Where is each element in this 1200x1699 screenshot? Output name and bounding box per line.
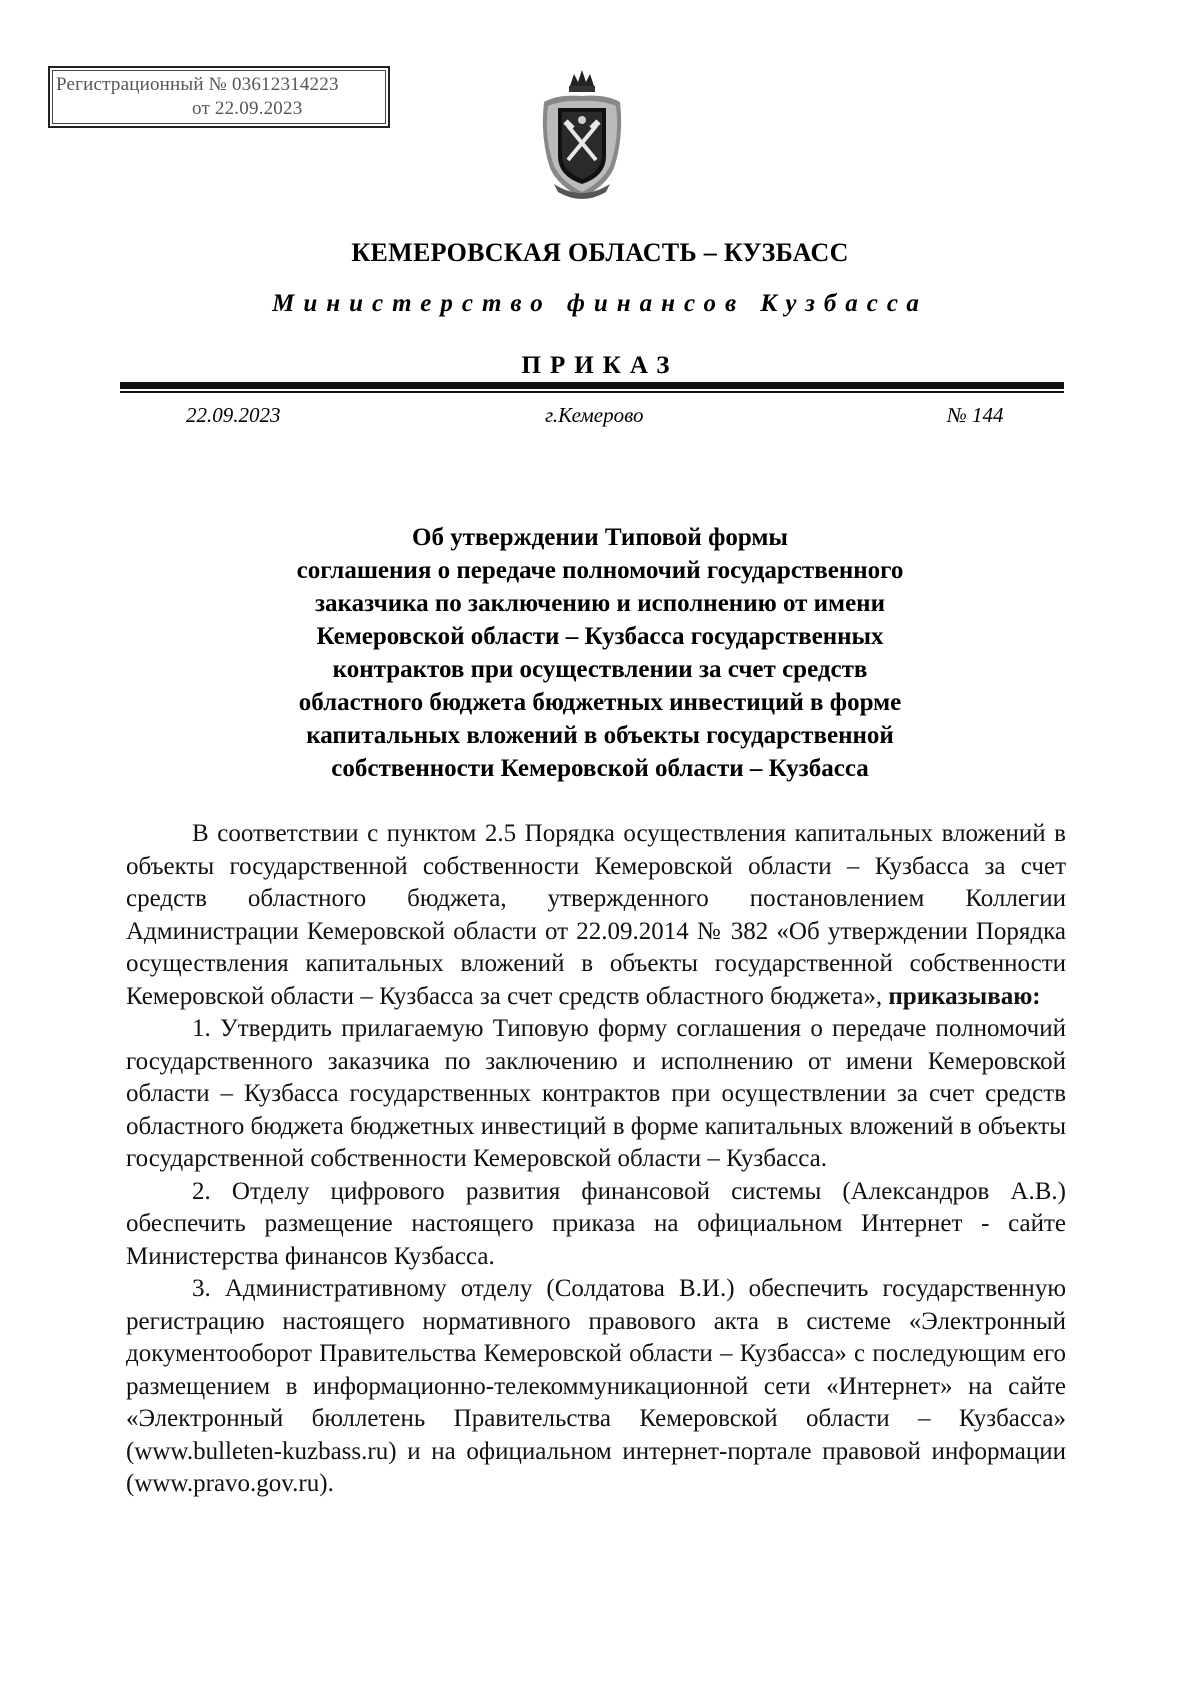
ministry-heading: Министерство финансов Кузбасса	[272, 290, 928, 317]
registration-number: Регистрационный № 03612314223	[56, 74, 339, 95]
title-line: соглашения о передаче полномочий государственного	[296, 557, 904, 584]
header-rule-thin	[120, 391, 1064, 393]
region-heading: КЕМЕРОВСКАЯ ОБЛАСТЬ – КУЗБАСС	[351, 238, 849, 267]
order-city: г.Кемерово	[545, 403, 644, 427]
document-title	[180, 521, 1020, 785]
title-line: капитальных вложений в объекты государственной	[306, 722, 894, 749]
title-line: областного бюджета бюджетных инвестиций в форме	[298, 689, 902, 716]
order-date: 22.09.2023	[186, 403, 281, 427]
item-1-paragraph: 1. Утвердить прилагаемую Типовую форму соглашения о передаче полномочий государственного заказчика по заключению и исполнению от имени Кемеровской области – Кузбасса государственных контрактов при осуществлении за счет средств областного бюджета бюджетных инвестиций в форме капитальных вложений в объекты государственной собственности Кемеровской области – Кузбасса.	[126, 1015, 1066, 1172]
item-3-paragraph: 3. Административному отделу (Солдатова В.И.) обеспечить государственную регистрацию настоящего нормативного правового акта в системе «Электронный документооборот Правительства Кемеровской области – Кузбасса» с последующим его размещением в информационно-телекоммуникационной сети «Интернет» на сайте «Электронный бюллетень Правительства Кемеровской области – Кузбасса» (www.bulleten-kuzbass.ru) и на официальном интернет-портале правовой информации (www.pravo.gov.ru).	[126, 1275, 1066, 1497]
item-2-paragraph: 2. Отделу цифрового развития финансовой системы (Александров А.В.) обеспечить размещение настоящего приказа на официальном Интернет - сайте Министерства финансов Кузбасса.	[126, 1177, 1066, 1270]
title-line: заказчика по заключению и исполнению от имени	[315, 590, 885, 617]
command-word: приказываю:	[888, 982, 1041, 1010]
document-type-heading: ПРИКАЗ	[521, 352, 679, 379]
registration-date: от 22.09.2023	[192, 98, 303, 119]
order-number: № 144	[947, 403, 1004, 427]
preamble-paragraph	[126, 818, 1066, 1013]
preamble-text: В соответствии с пунктом 2.5 Порядка осуществления капитальных вложений в объекты государственной собственности Кемеровской области – Кузбасса за счет средств областного бюджета, утвержденного постановлением Коллегии Администрации Кемеровской области от 22.09.2014 № 382 «Об утверждении Порядка осуществления капитальных вложений в объекты государственной собственности Кемеровской области – Кузбасса за счет средств областного бюджета»,	[126, 820, 1066, 1010]
header-rule-thick	[120, 382, 1064, 389]
registration-stamp	[48, 66, 390, 128]
title-line: контрактов при осуществлении за счет средств	[332, 656, 868, 683]
title-line: Об утверждении Типовой формы	[412, 524, 788, 551]
title-line: Кемеровской области – Кузбасса государственных	[316, 623, 884, 650]
coat-of-arms-icon	[536, 68, 628, 204]
title-line: собственности Кемеровской области – Кузбасса	[331, 755, 869, 782]
document-body	[126, 818, 1066, 1501]
